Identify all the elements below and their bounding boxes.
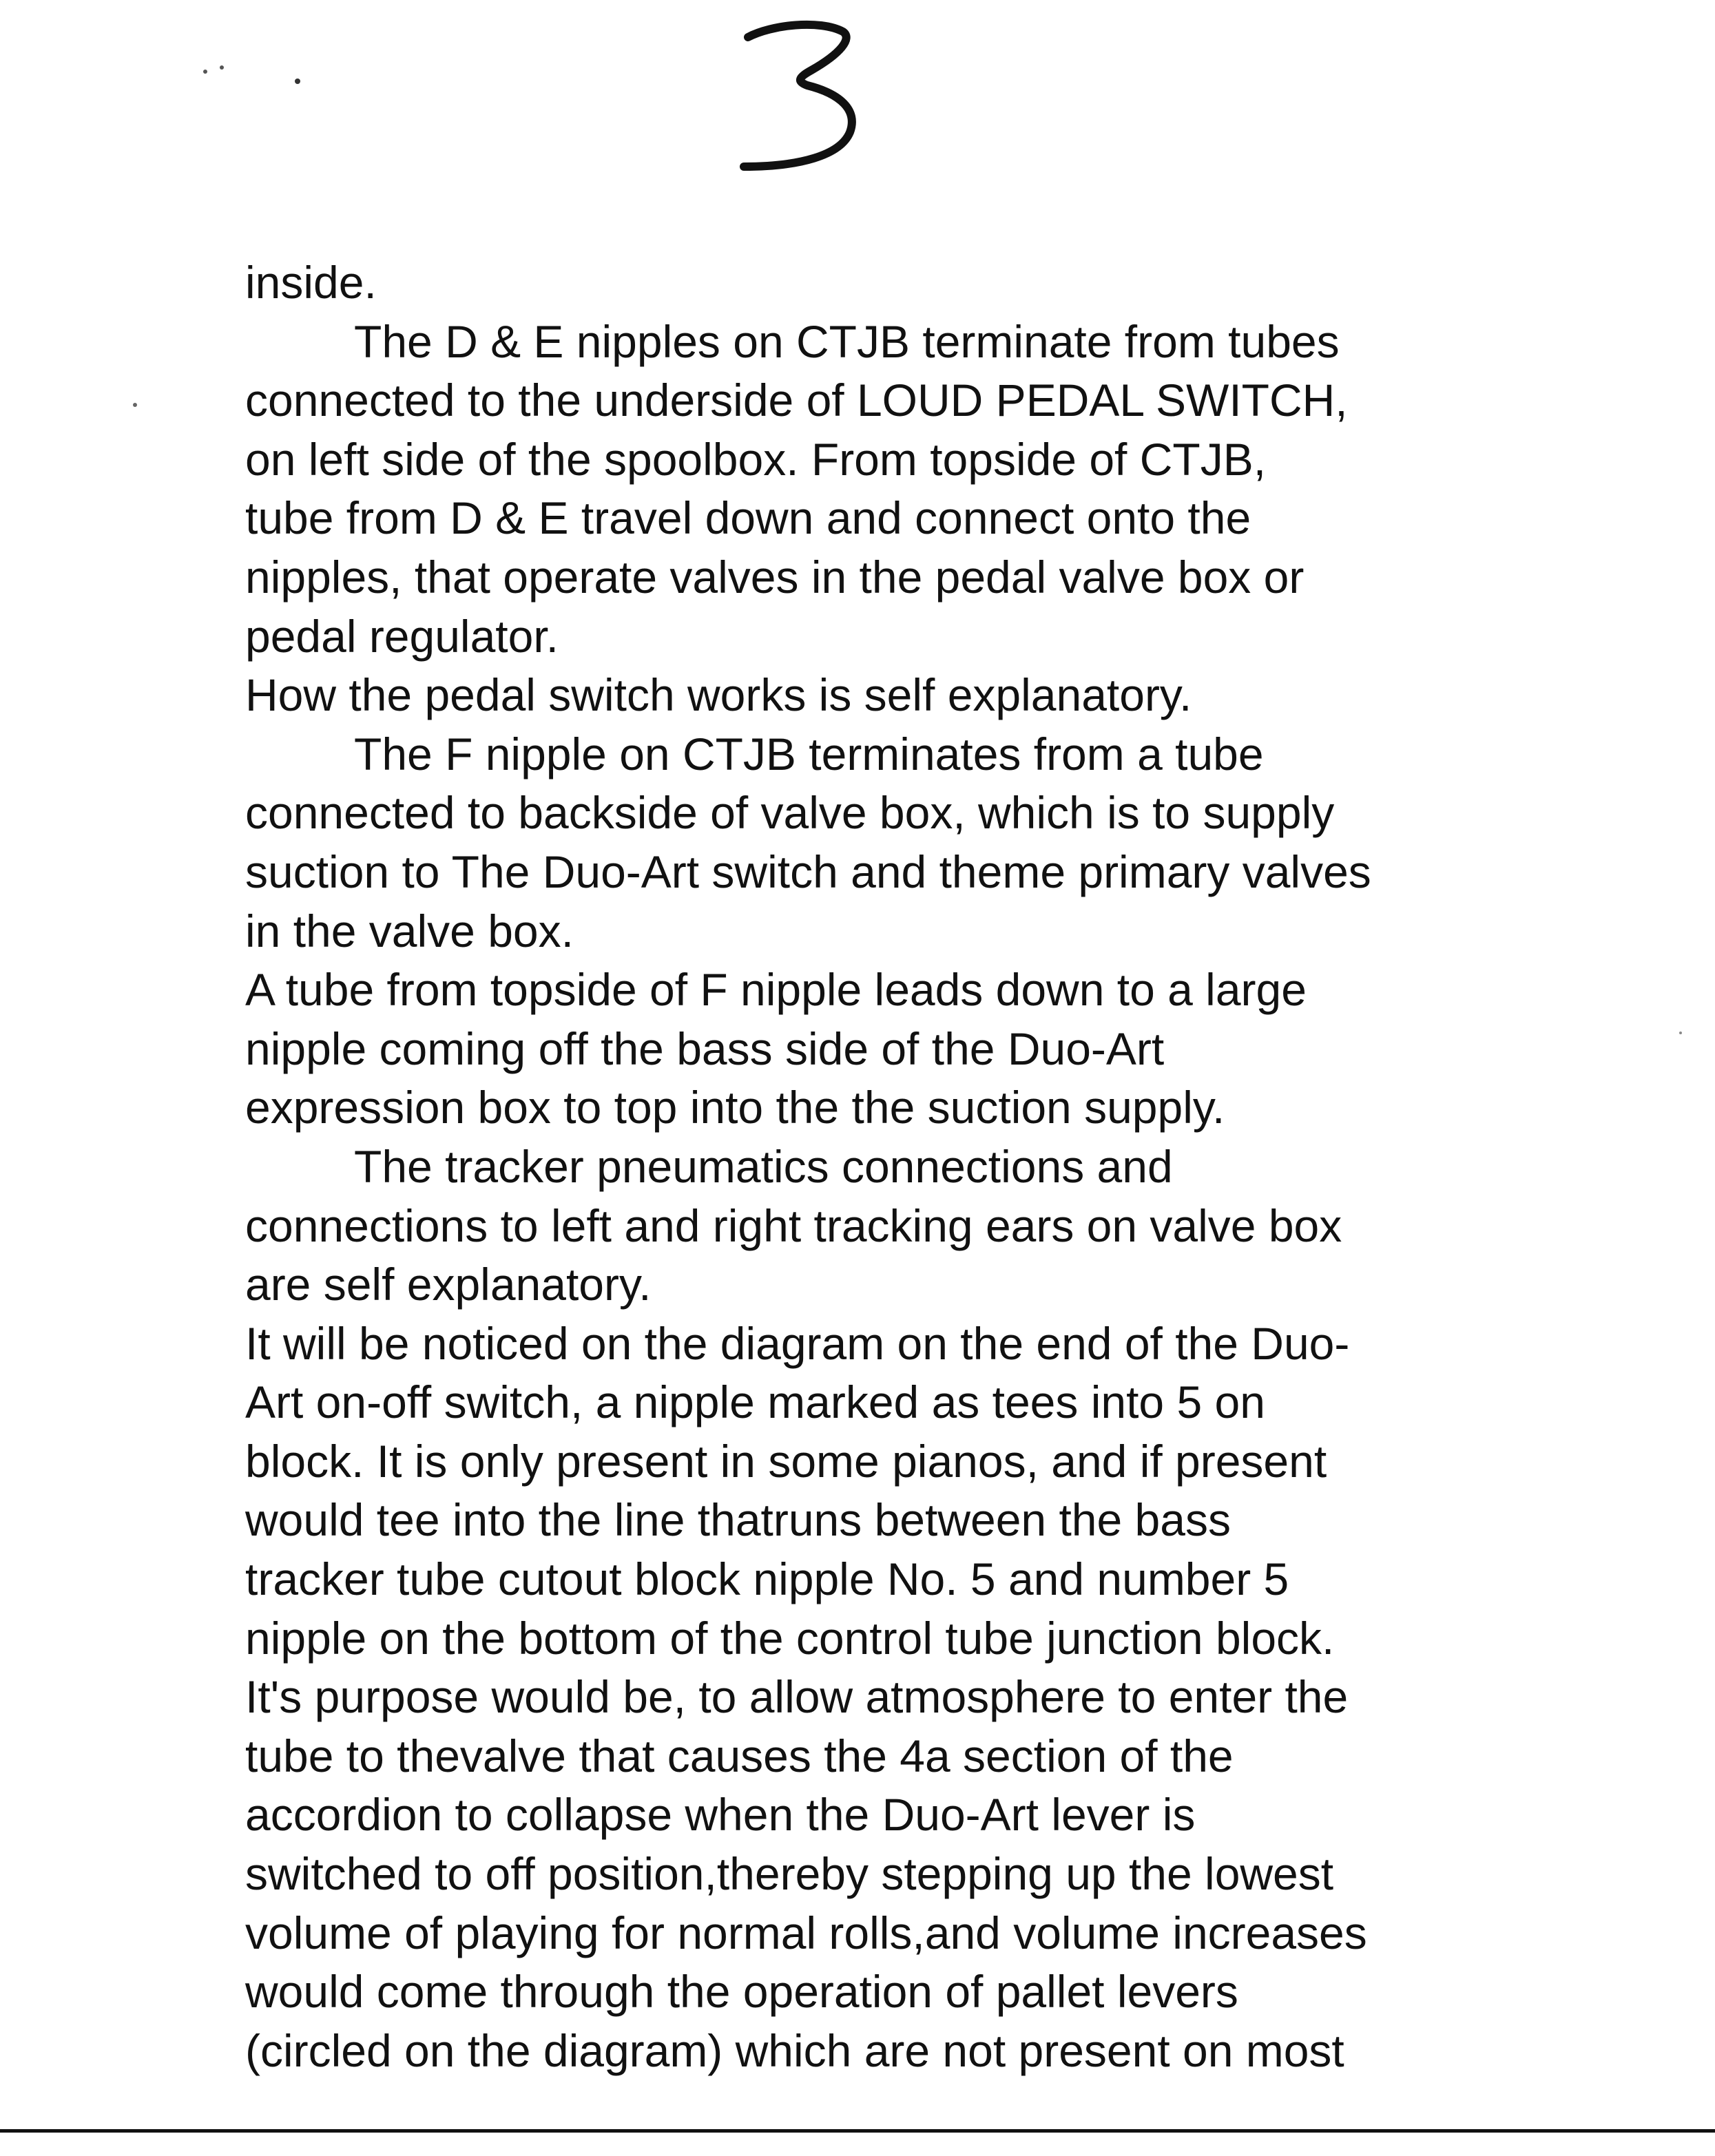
text-line: on left side of the spoolbox. From topside of CTJB,: [245, 433, 1267, 485]
text-line: suction to The Duo-Art switch and theme primary valves: [245, 846, 1371, 897]
text-line: would come through the operation of pallet levers: [245, 1966, 1238, 2018]
text-line: nipple on the bottom of the control tube junction block.: [245, 1612, 1335, 1664]
text-line: connections to left and right tracking ears on valve box: [245, 1200, 1342, 1251]
text-line: connected to backside of valve box, which is to supply: [245, 787, 1335, 839]
text-line: nipples, that operate valves in the pedal valve box or: [245, 551, 1305, 603]
text-line: volume of playing for normal rolls,and volume increases: [245, 1907, 1367, 1958]
text-line: pedal regulator.: [245, 610, 559, 662]
text-line: block. It is only present in some pianos, and if present: [245, 1435, 1327, 1487]
text-line: (circled on the diagram) which are not present on most: [245, 2024, 1344, 2076]
text-line: The F nipple on CTJB terminates from a tube: [354, 728, 1264, 779]
handwritten-page-number: [730, 14, 868, 172]
text-line: It will be noticed on the diagram on the end of the Duo-: [245, 1317, 1350, 1369]
body-text: [245, 253, 1623, 2080]
text-line: connected to the underside of LOUD PEDAL SWITCH,: [245, 375, 1348, 426]
text-line: switched to off position,thereby stepping up the lowest: [245, 1848, 1334, 1900]
text-line: are self explanatory.: [245, 1259, 652, 1310]
text-line: nipple coming off the bass side of the Duo-Art: [245, 1023, 1165, 1074]
bottom-rule: [0, 2129, 1715, 2133]
text-line: The D & E nipples on CTJB terminate from tubes: [354, 315, 1340, 367]
text-line: inside.: [245, 257, 377, 308]
text-line: It's purpose would be, to allow atmosphere to enter the: [245, 1671, 1349, 1723]
text-line: A tube from topside of F nipple leads down to a large: [245, 964, 1307, 1016]
text-line: How the pedal switch works is self explanatory.: [245, 669, 1192, 721]
text-line: would tee into the line thatruns between the bass: [245, 1494, 1231, 1546]
text-line: tube to thevalve that causes the 4a section of the: [245, 1730, 1234, 1781]
text-line: tube from D & E travel down and connect onto the: [245, 492, 1251, 544]
text-line: The tracker pneumatics connections and: [354, 1140, 1173, 1192]
text-line: in the valve box.: [245, 905, 574, 956]
text-line: tracker tube cutout block nipple No. 5 and number 5: [245, 1553, 1289, 1605]
text-line: accordion to collapse when the Duo-Art lever is: [245, 1789, 1196, 1841]
text-line: expression box to top into the the suction supply.: [245, 1082, 1225, 1133]
text-line: Art on-off switch, a nipple marked as tees into 5 on: [245, 1377, 1265, 1428]
